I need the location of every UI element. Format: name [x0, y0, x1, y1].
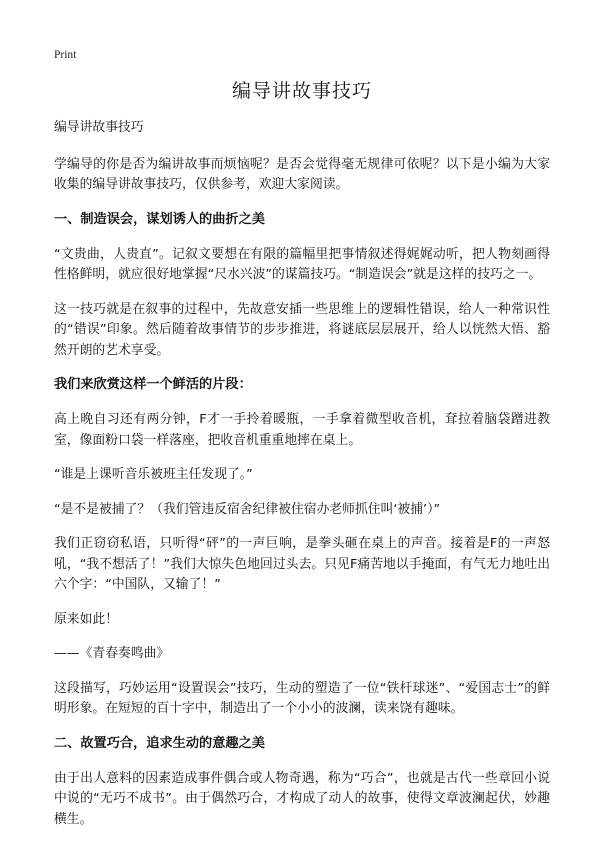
paragraph: 这一技巧就是在叙事的过程中，先故意安插一些思维上的逻辑性错误，给人一种常识性的“错误”印象。然后随着故事情节的步步推进，将谜底层层展开，给人以恍然大悟、豁然开朗的艺术享受。 — [54, 301, 550, 358]
section-heading-2: 二、故置巧合，追求生动的意趣之美 — [54, 735, 265, 751]
article-subtitle: 编导讲故事技巧 — [54, 120, 144, 135]
section-heading-1: 一、制造误会，谋划诱人的曲折之美 — [54, 211, 265, 227]
paragraph: 高上晚自习还有两分钟，F才一手拎着暖瓶，一手拿着微型收音机，耷拉着脑袋蹭进教室，像面粉口袋一样落座，把收音机重重地摔在桌上。 — [54, 412, 550, 448]
quote-line: “是不是被捕了？（我们管违反宿舍纪律被住宿办老师抓住叫‘被捕’）” — [54, 501, 441, 517]
paragraph: 原来如此！ — [54, 611, 118, 627]
example-heading: 我们来欣赏这样一个鲜活的片段： — [54, 377, 252, 392]
source-citation: ——《青春奏鸣曲》 — [54, 646, 170, 661]
article-body — [54, 118, 550, 844]
paragraph: 这段描写，巧妙运用“设置误会”技巧，生动的塑造了一位“铁杆球迷”、“爱国志士”的鲜明形象。在短短的百十字中，制造出了一个小小的波澜，读来饶有趣味。 — [54, 680, 550, 716]
paragraph: 由于出人意料的因素造成事件偶合或人物奇遇，称为“巧合”，也就是古代一些章回小说中说的“无巧不成书”。由于偶然巧合，才构成了动人的故事，使得文章波澜起伏，妙趣横生。 — [54, 770, 550, 827]
paragraph: “文贵曲，人贵直”。记叙文要想在有限的篇幅里把事情叙述得娓娓动听，把人物刻画得性格鲜明，就应很好地掌握“尺水兴波”的谋篇技巧。“制造误会”就是这样的技巧之一。 — [54, 246, 550, 282]
quote-line: “谁是上课听音乐被班主任发现了。” — [54, 467, 253, 482]
intro-paragraph: 学编导的你是否为编讲故事而烦恼呢？是否会觉得毫无规律可依呢？以下是小编为大家收集的编导讲故事技巧，仅供参考，欢迎大家阅读。 — [54, 156, 550, 192]
print-link[interactable]: Print — [54, 49, 77, 61]
paragraph: 我们正窃窃私语，只听得“砰”的一声巨响，是拳头砸在桌上的声音。接着是F的一声怒吼，“我不想活了！”我们大惊失色地回过头去。只见F痛苦地以手掩面，有气无力地吐出六个字：“中国队，又输了！” — [54, 536, 550, 592]
page-title: 编导讲故事技巧 — [231, 80, 372, 102]
